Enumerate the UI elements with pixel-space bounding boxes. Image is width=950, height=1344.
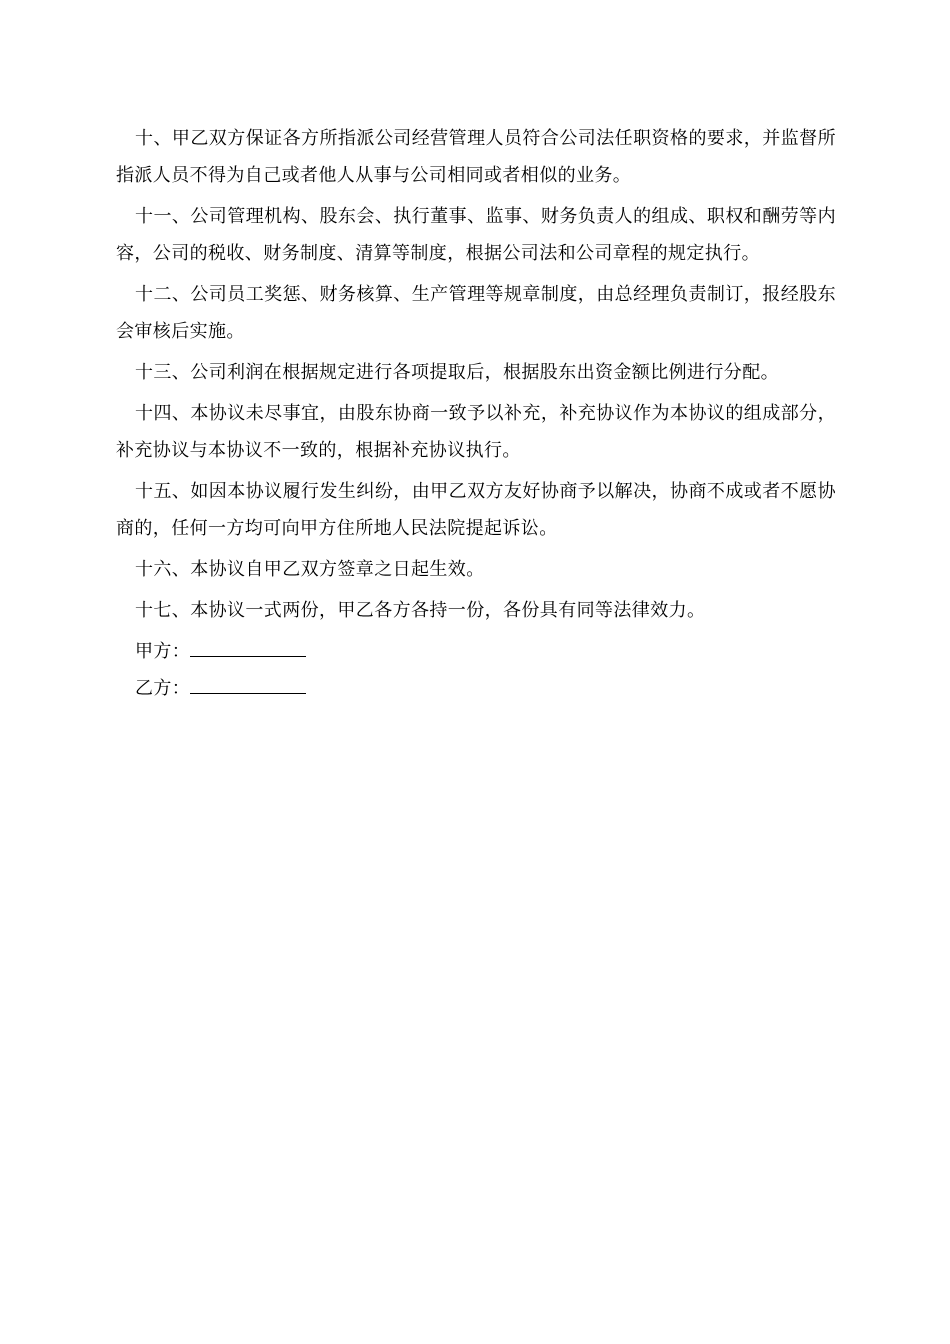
party-a-signature-line (190, 634, 306, 657)
party-b-signature (116, 670, 836, 707)
clause-11: 十一、公司管理机构、股东会、执行董事、监事、财务负责人的组成、职权和酬劳等内容，公司的税收、财务制度、清算等制度，根据公司法和公司章程的规定执行。 (116, 206, 836, 264)
party-b-signature-line (190, 671, 306, 694)
agreement-body (116, 120, 836, 707)
party-a-label: 甲方： (135, 641, 191, 662)
clause-13: 十三、公司利润在根据规定进行各项提取后，根据股东出资金额比例进行分配。 (135, 362, 779, 383)
clause-15: 十五、如因本协议履行发生纠纷，由甲乙双方友好协商予以解决，协商不成或者不愿协商的，任何一方均可向甲方住所地人民法院提起诉讼。 (116, 481, 836, 539)
clause-10: 十、甲乙双方保证各方所指派公司经营管理人员符合公司法任职资格的要求，并监督所指派人员不得为自己或者他人从事与公司相同或者相似的业务。 (116, 128, 836, 186)
party-b-label: 乙方： (135, 678, 191, 699)
clause-16: 十六、本协议自甲乙双方签章之日起生效。 (135, 559, 485, 580)
party-a-signature (116, 633, 836, 670)
clause-14: 十四、本协议未尽事宜，由股东协商一致予以补充，补充协议作为本协议的组成部分，补充协议与本协议不一致的，根据补充协议执行。 (116, 403, 836, 461)
clause-12: 十二、公司员工奖惩、财务核算、生产管理等规章制度，由总经理负责制订，报经股东会审核后实施。 (116, 284, 836, 342)
clause-17: 十七、本协议一式两份，甲乙各方各持一份，各份具有同等法律效力。 (135, 600, 706, 621)
